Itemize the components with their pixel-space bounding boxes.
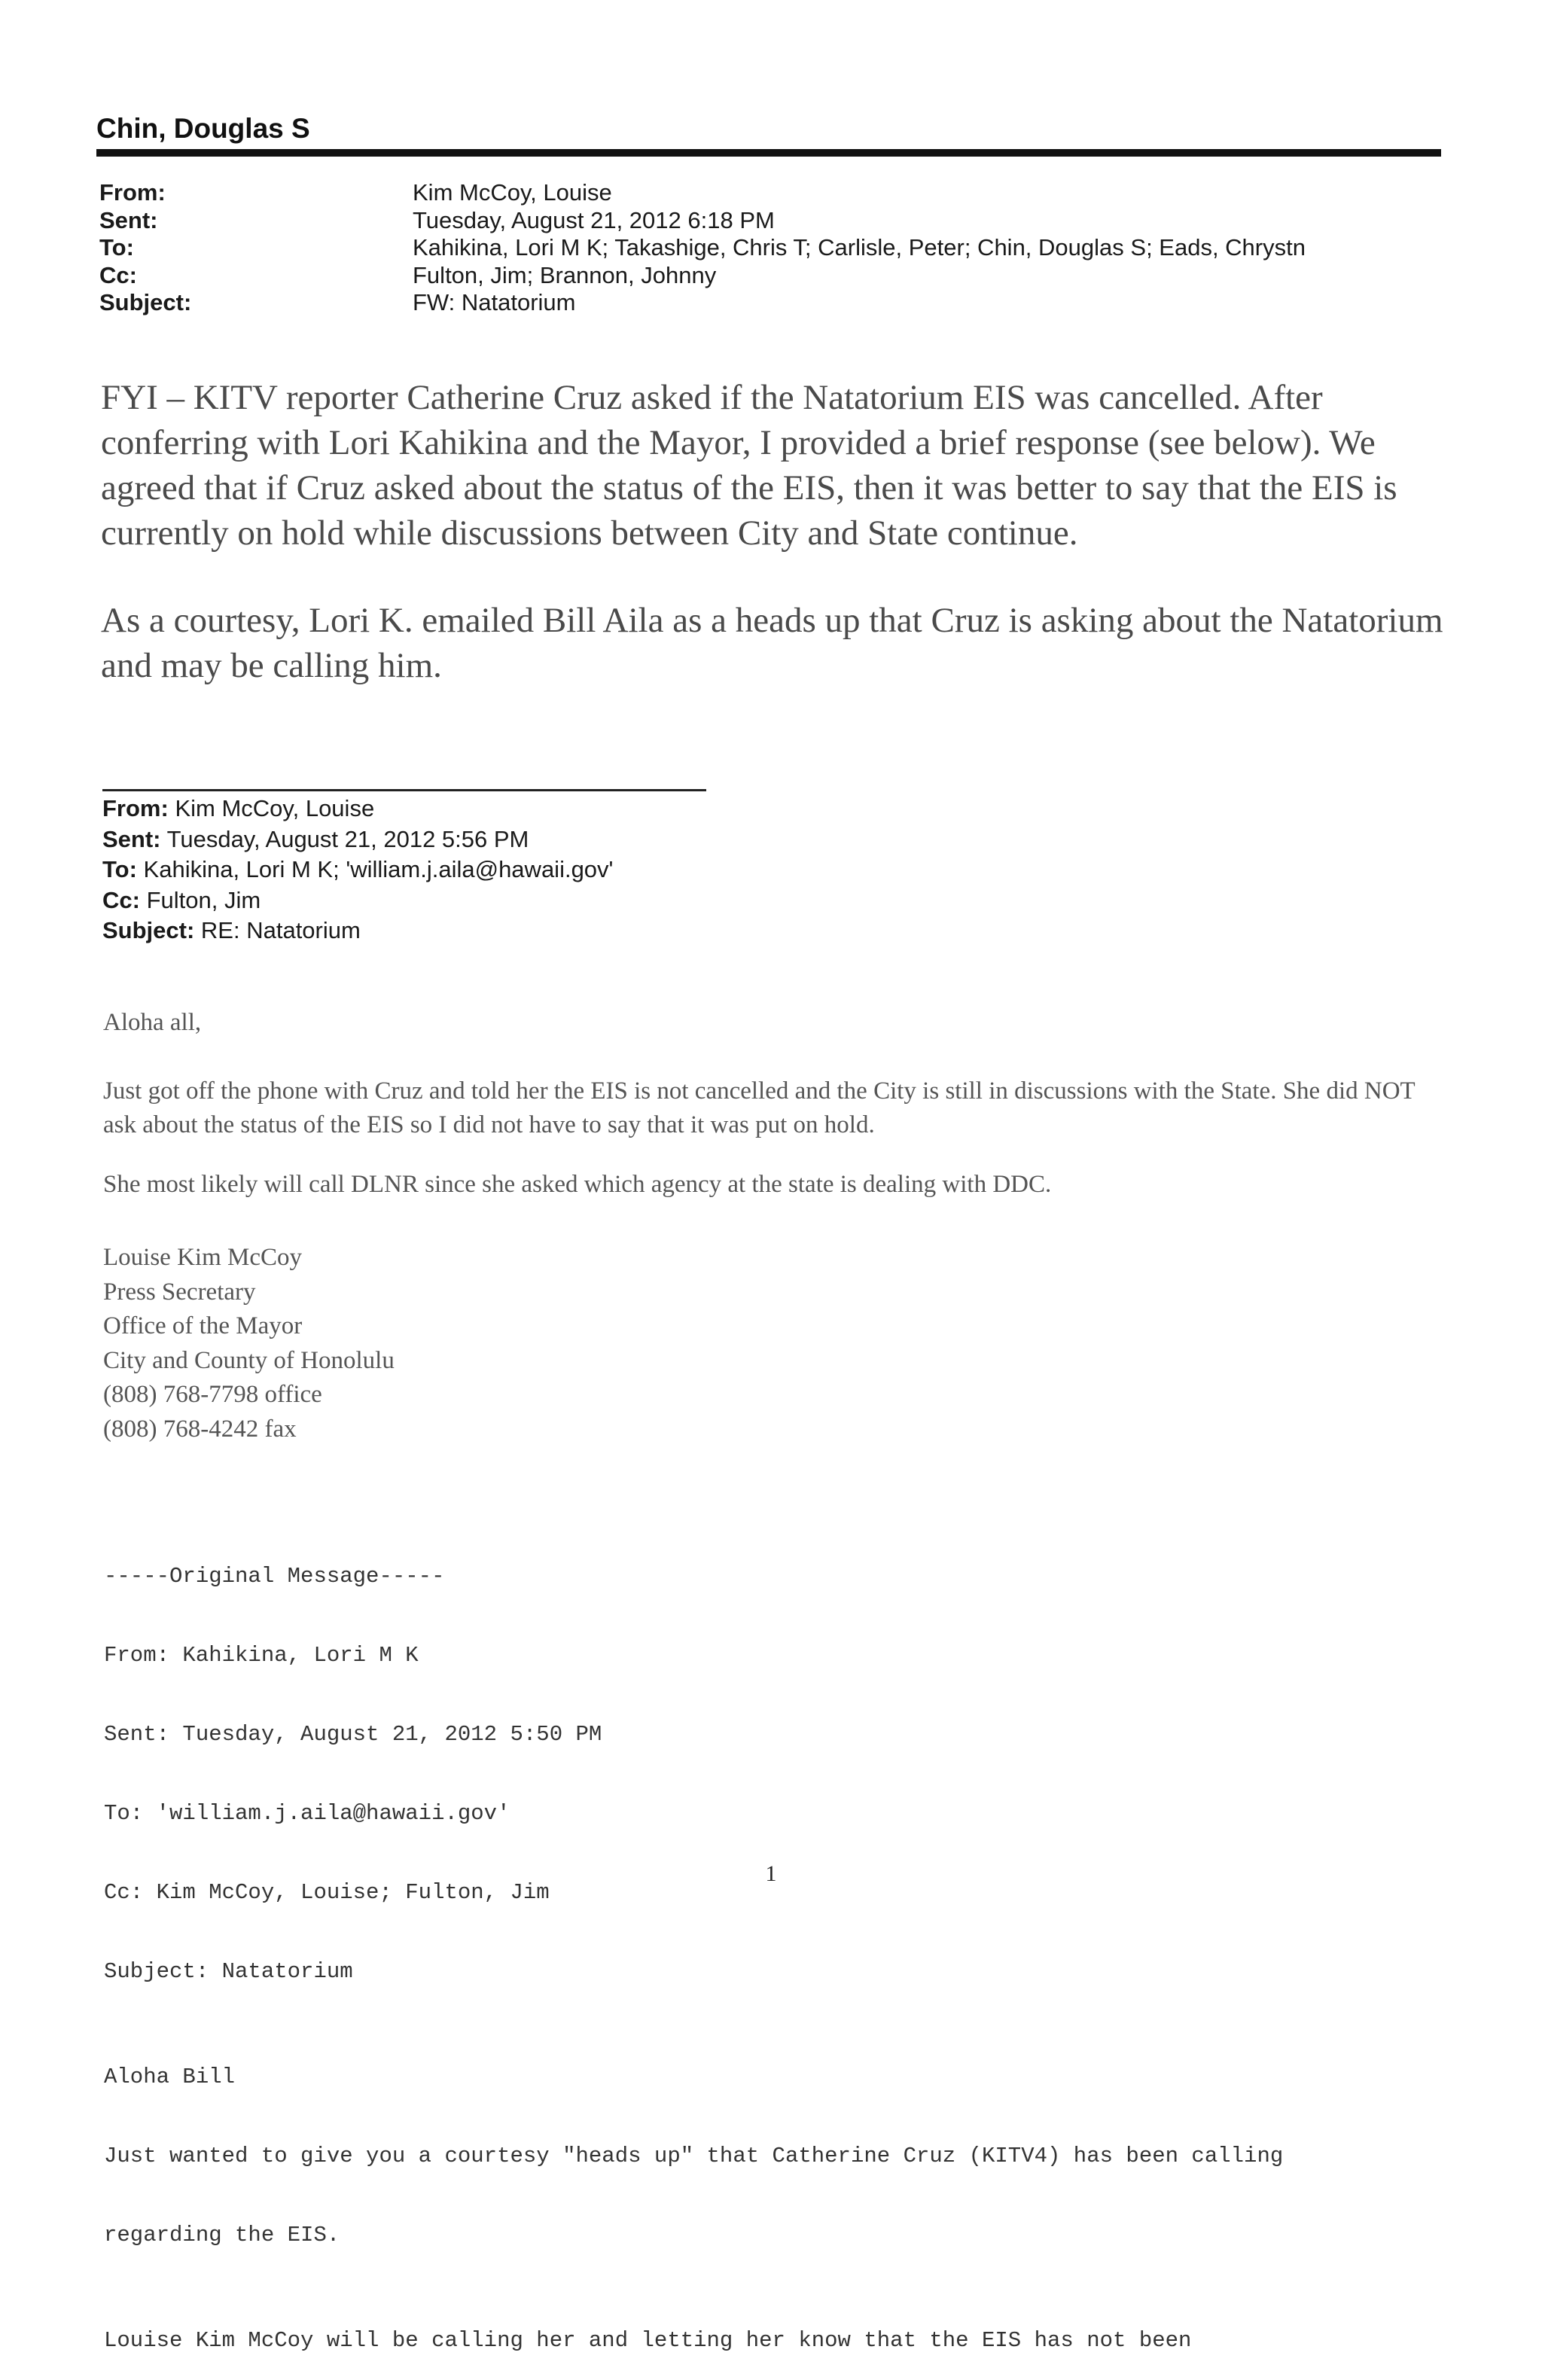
intro-message [101, 375, 1456, 688]
page-number: 1 [765, 1861, 777, 1886]
from-label: From: [99, 179, 166, 206]
sent-label: Sent: [99, 206, 158, 233]
signature-fax: (808) 768-4242 fax [103, 1415, 297, 1443]
to-value: Kahikina, Lori M K; Takashige, Chris T; Carlisle, Peter; Chin, Douglas S; Eads, Chrystn [413, 234, 1306, 261]
forwarded-from-value: Kim McCoy, Louise [175, 795, 375, 821]
forwarded-subject-label: Subject: [102, 917, 195, 943]
original-subject: Subject: Natatorium [104, 1959, 353, 1984]
forwarded-from-label: From: [102, 795, 169, 821]
forwarded-sent-label: Sent: [102, 825, 161, 852]
forwarded-to-label: To: [102, 856, 137, 882]
original-cc: Cc: Kim McCoy, Louise; Fulton, Jim [104, 1880, 550, 1905]
email-header [99, 179, 1306, 317]
signature-org: City and County of Honolulu [103, 1346, 395, 1374]
forwarded-subject-value: RE: Natatorium [200, 917, 361, 943]
forwarded-cc-value: Fulton, Jim [146, 886, 261, 913]
forwarded-to-row [102, 855, 613, 885]
header-from-row [99, 179, 1306, 207]
cc-value: Fulton, Jim; Brannon, Johnny [413, 261, 717, 288]
forwarded-header [102, 794, 613, 946]
signature-office: Office of the Mayor [103, 1312, 303, 1339]
reply-message [103, 1006, 1451, 1446]
intro-paragraph: As a courtesy, Lori K. emailed Bill Aila as a heads up that Cruz is asking about the Natatorium and may be calling him. [101, 601, 1443, 685]
reply-paragraph: She most likely will call DLNR since she asked which agency at the state is dealing with DDC. [103, 1171, 1052, 1198]
header-cc-row [99, 262, 1306, 290]
header-subject-row [99, 289, 1306, 317]
subject-value: FW: Natatorium [413, 289, 576, 315]
intro-paragraph: FYI – KITV reporter Catherine Cruz asked if the Natatorium EIS was cancelled. After conferring with Lori Kahikina and the Mayor, I provided a brief response (see below). We agreed that if Cruz asked about the status of the EIS, then it was better to say that the EIS is currently on hold while discussions between City and State continue. [101, 378, 1397, 553]
original-to: To: 'william.j.aila@hawaii.gov' [104, 1801, 510, 1826]
cc-label: Cc: [99, 261, 137, 288]
signature-block [103, 1241, 1451, 1446]
to-label: To: [99, 234, 134, 261]
signature-phone: (808) 768-7798 office [103, 1381, 322, 1408]
original-body-line: regarding the EIS. [104, 2223, 340, 2247]
forwarded-to-value: Kahikina, Lori M K; 'william.j.aila@hawaii.gov' [143, 856, 614, 882]
subject-label: Subject: [99, 289, 192, 315]
original-from: From: Kahikina, Lori M K [104, 1643, 419, 1668]
mailbox-owner-name: Chin, Douglas S [96, 113, 310, 144]
original-sent: Sent: Tuesday, August 21, 2012 5:50 PM [104, 1722, 602, 1747]
forwarded-subject-row [102, 916, 613, 946]
header-divider [96, 149, 1441, 157]
original-greeting: Aloha Bill [104, 2065, 236, 2089]
forwarded-cc-row [102, 885, 613, 916]
signature-title: Press Secretary [103, 1278, 256, 1306]
original-divider: -----Original Message----- [104, 1564, 445, 1589]
signature-name: Louise Kim McCoy [103, 1244, 302, 1271]
sent-value: Tuesday, August 21, 2012 6:18 PM [413, 206, 775, 233]
forward-divider [102, 789, 706, 791]
forwarded-sent-value: Tuesday, August 21, 2012 5:56 PM [166, 825, 529, 852]
from-value: Kim McCoy, Louise [413, 179, 612, 206]
forwarded-sent-row [102, 824, 613, 855]
forwarded-from-row [102, 794, 613, 824]
original-message [104, 1510, 1459, 2380]
reply-paragraph: Just got off the phone with Cruz and told her the EIS is not cancelled and the City is still in discussions with the State. She did NOT ask about the status of the EIS so I did not have to say that it was put on hold. [103, 1077, 1416, 1138]
reply-greeting: Aloha all, [103, 1009, 202, 1036]
forwarded-cc-label: Cc: [102, 886, 140, 913]
original-body-line: Just wanted to give you a courtesy "heads up" that Catherine Cruz (KITV4) has been calling [104, 2144, 1284, 2168]
header-sent-row [99, 207, 1306, 235]
header-to-row [99, 234, 1306, 262]
original-body-line: Louise Kim McCoy will be calling her and letting her know that the EIS has not been [104, 2328, 1192, 2353]
